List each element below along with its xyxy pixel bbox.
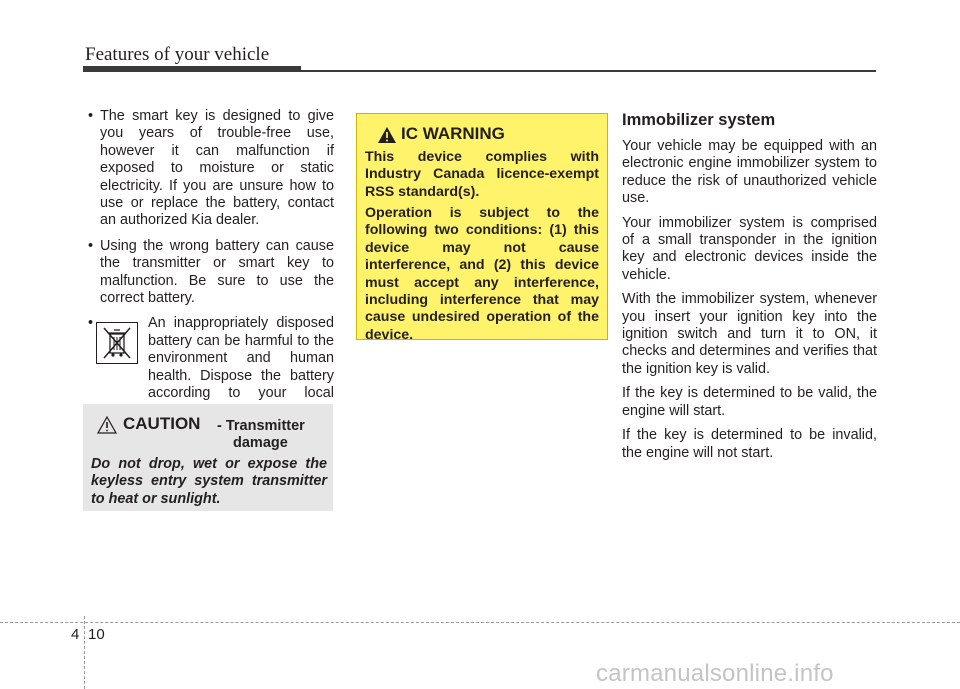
warning-label: IC WARNING bbox=[401, 124, 505, 143]
footer-divider bbox=[0, 622, 960, 623]
caution-body: Do not drop, wet or expose the keyless entry system transmitter to heat or sunlight. bbox=[91, 456, 327, 507]
caution-subtitle bbox=[217, 418, 327, 452]
right-column bbox=[622, 111, 877, 469]
ic-warning-box bbox=[356, 113, 608, 343]
caution-subtitle-line2: damage bbox=[233, 435, 288, 451]
list-item bbox=[86, 108, 334, 230]
caution-box bbox=[83, 404, 333, 511]
caution-triangle-icon bbox=[97, 416, 117, 439]
warning-text-2: Operation is subject to the following two conditions: (1) this device may not cause interference, and (2) this device must accept any interference, including interference that may cause undesired operation of the device. bbox=[365, 205, 599, 343]
header-rule-thick bbox=[83, 66, 301, 72]
bullet-text: Using the wrong battery can cause the transmitter or smart key to malfunction. Be sure to use the correct battery. bbox=[100, 237, 334, 307]
paragraph: Your vehicle may be equipped with an electronic engine immobilizer system to reduce the risk of unauthorized vehicle use. bbox=[622, 138, 877, 207]
disposal-text: An inappropriately disposed battery can be harmful to the environment and human health. Dispose the battery according to your local bbox=[148, 315, 334, 402]
header-rule-thin bbox=[301, 70, 876, 72]
bullet-text: The smart key is designed to give you years of trouble-free use, however it can malfunction if exposed to moisture or static electricity. If you are unsure how to use or replace the battery, contact an authorized Kia dealer. bbox=[100, 108, 334, 229]
bullet-dot: • bbox=[88, 315, 94, 332]
warning-text-1: This device complies with Industry Canada licence-exempt RSS standard(s). bbox=[365, 149, 599, 200]
paragraph: Your immobilizer system is comprised of a small transponder in the ignition key and electronic devices inside the vehicle. bbox=[622, 214, 877, 283]
paragraph: If the key is determined to be valid, the engine will start. bbox=[622, 385, 877, 419]
page-chapter: 4 bbox=[71, 626, 80, 643]
bullet-dot: • bbox=[88, 237, 94, 254]
bullet-dot: • bbox=[88, 108, 94, 124]
crossed-out-bin-icon bbox=[96, 322, 138, 364]
caution-subtitle-line1: - Transmitter bbox=[217, 418, 305, 434]
warning-triangle-icon bbox=[377, 126, 397, 149]
caution-label: CAUTION bbox=[123, 414, 201, 433]
left-column bbox=[86, 108, 334, 428]
paragraph: With the immobilizer system, whenever you insert your ignition key into the ignition switch and turn it to ON, it checks and determines and verifies that the ignition key is valid. bbox=[622, 291, 877, 377]
section-title: Immobilizer system bbox=[622, 111, 776, 129]
page-number: 10 bbox=[88, 626, 105, 643]
watermark: carmanualsonline.info bbox=[596, 660, 834, 687]
paragraph: If the key is determined to be invalid, the engine will not start. bbox=[622, 427, 877, 461]
footer-vertical-divider bbox=[84, 616, 85, 689]
list-item bbox=[86, 238, 334, 308]
page-header-title: Features of your vehicle bbox=[85, 44, 270, 65]
